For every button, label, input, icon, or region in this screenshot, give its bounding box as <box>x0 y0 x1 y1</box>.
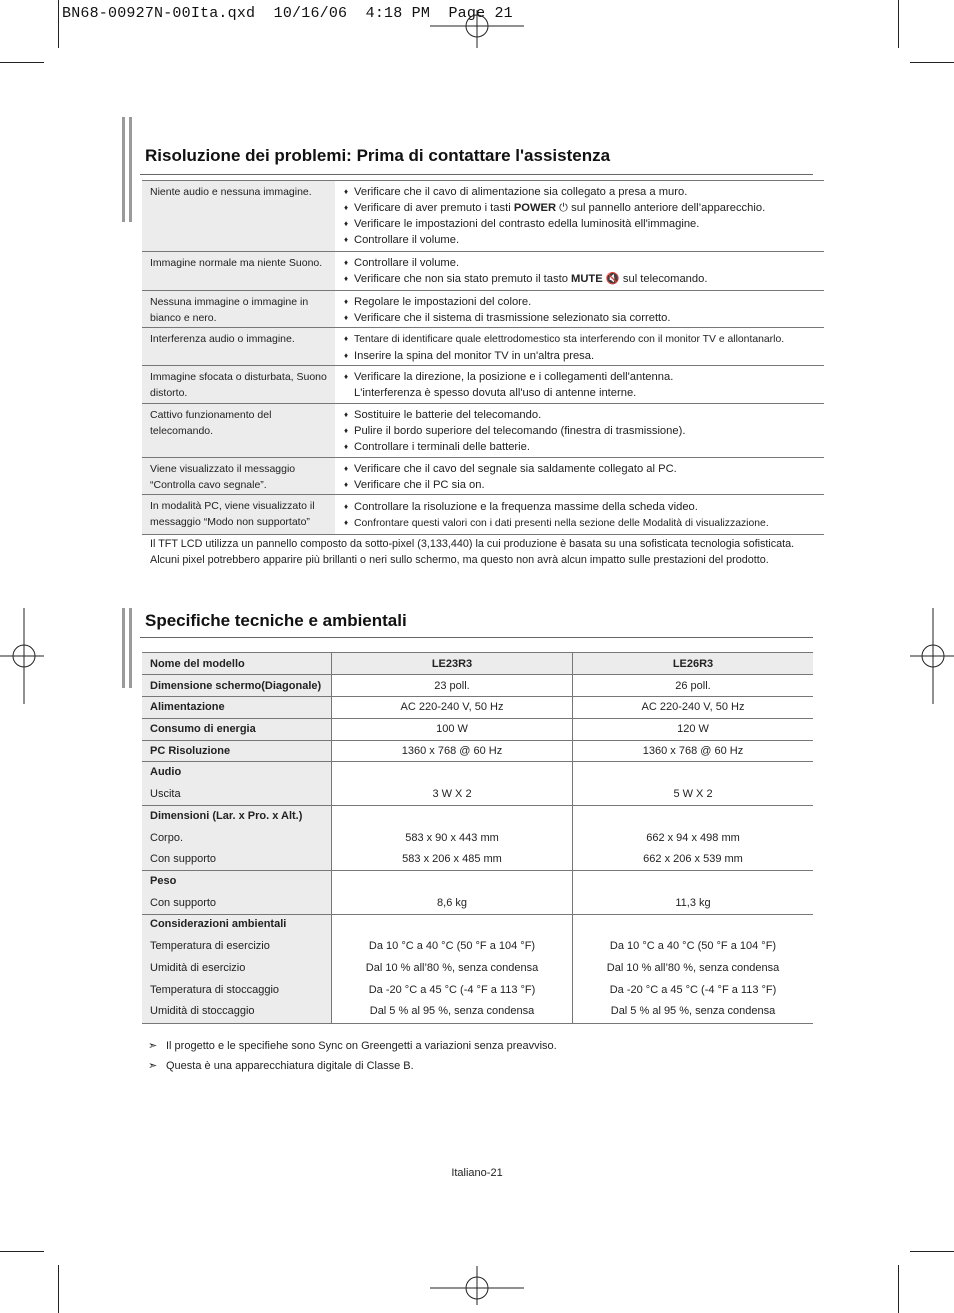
spec-header-row <box>142 653 813 675</box>
solution: Pulire il bordo superiore del telecomando (finestra di trasmissione). <box>354 425 686 437</box>
solution: Verificare che il cavo di alimentazione sia collegato a presa a muro. <box>354 186 688 198</box>
spec-value: 23 poll. <box>434 680 470 692</box>
trouble-row <box>142 328 824 366</box>
spec-label: Temperatura di esercizio <box>150 940 270 952</box>
solution: Controllare il volume. <box>354 234 460 246</box>
spec-value: 100 W <box>436 723 468 735</box>
spec-value: 583 x 206 x 485 mm <box>402 853 502 865</box>
spec-value: 5 W X 2 <box>673 788 713 800</box>
spec-value: Dal 5 % al 95 %, senza condensa <box>610 1005 776 1017</box>
model-le23r3: LE23R3 <box>431 658 473 670</box>
trouble-row <box>142 291 824 328</box>
spec-label: Corpo. <box>150 832 184 844</box>
group-heading: Considerazioni ambientali <box>150 918 287 930</box>
solution-list: ♦ Tentare di identificare quale elettrodomestico sta interferendo con il monitor TV e allontanarlo. ♦ Inserire la spina del monitor TV in un'altra presa. <box>344 334 785 362</box>
trouble-row <box>142 458 824 495</box>
spec-label: Temperatura di stoccaggio <box>150 984 280 996</box>
spec-value: 662 x 206 x 539 mm <box>643 853 743 865</box>
solution: Verificare la direzione, la posizione e i collegamenti dell'antenna. <box>354 371 674 383</box>
spec-value: AC 220-240 V, 50 Hz <box>400 701 504 713</box>
group-heading: Peso <box>150 875 177 887</box>
spec-value: Da -20 °C a 45 °C (-4 °F a 113 °F) <box>609 984 777 996</box>
spec-row <box>142 675 813 697</box>
solution-list: ♦ Regolare le impostazioni del colore. ♦ Verificare che il sistema di trasmissione selezionato sia corretto. <box>344 296 671 324</box>
group-heading: Audio <box>150 766 182 778</box>
spec-value: 662 x 94 x 498 mm <box>646 832 740 844</box>
solution: Verificare che il PC sia on. <box>354 479 485 491</box>
spec-value: 1360 x 768 @ 60 Hz <box>642 745 744 757</box>
spec-value: 8,6 kg <box>437 897 467 909</box>
solution: Verificare le impostazioni del contrasto edella luminosità ell'immagine. <box>354 218 700 230</box>
section-bar <box>129 117 132 222</box>
spec-label: Con supporto <box>150 853 217 865</box>
spec-group-audio <box>142 762 813 806</box>
trouble-row <box>142 366 824 404</box>
spec-row <box>142 719 813 741</box>
spec-label: Con supporto <box>150 897 217 909</box>
spec-value: 26 poll. <box>675 680 711 692</box>
spec-label: Umidità di esercizio <box>150 962 246 974</box>
title-rule <box>140 637 813 638</box>
spec-row <box>142 697 813 719</box>
trouble-row <box>142 181 824 252</box>
spec-value: 583 x 90 x 443 mm <box>405 832 499 844</box>
spec-value: Dal 10 % all’80 %, senza condensa <box>365 962 539 974</box>
title-rule <box>140 174 813 175</box>
spec-label: Uscita <box>150 788 181 800</box>
solution-list: ♦ Sostituire le batterie del telecomando. ♦ Pulire il bordo superiore del telecomando (finestra di trasmissione). ♦ Controllare i terminali delle batterie. <box>344 409 686 453</box>
solution-list: ♦ Controllare la risoluzione e la frequenza massime della scheda video. ♦ Confrontare questi valori con i dati presenti nella sezione delle Modalità di visualizzazione. <box>344 501 769 529</box>
model-le26r3: LE26R3 <box>672 658 714 670</box>
solution: Regolare le impostazioni del colore. <box>354 296 532 308</box>
solution-list: ♦ Verificare che il cavo del segnale sia saldamente collegato al PC. ♦ Verificare che il PC sia on. <box>344 463 677 491</box>
spec-value: Dal 10 % all’80 %, senza condensa <box>606 962 780 974</box>
spec-value: 120 W <box>677 723 709 735</box>
solution: Controllare il volume. <box>354 257 460 269</box>
problem-label: In modalità PC, viene visualizzato il messaggio “Modo non supportato” <box>142 495 335 534</box>
lcd-note: Il TFT LCD utilizza un pannello composto da sotto-pixel (3,133,440) la cui produzione è basata su una sofisticata tecnologia sofisticata. Alcuni pixel potrebbero apparire più brillanti o neri sullo schermo, ma questo non avrà alcun impatto sulle prestazioni del prodotto. <box>150 538 795 566</box>
spec-row <box>142 741 813 762</box>
section-bar <box>122 608 125 688</box>
solution: Controllare i terminali delle batterie. <box>354 441 530 453</box>
problem-label: Viene visualizzato il messaggio “Controlla cavo segnale”. <box>142 458 335 494</box>
solution: Tentare di identificare quale elettrodomestico sta interferendo con il monitor TV e allontanarlo. <box>354 334 785 345</box>
solution: Verificare che il cavo del segnale sia saldamente collegato al PC. <box>354 463 677 475</box>
solution-list: ♦ Controllare il volume. ♦ Verificare che non sia stato premuto il tasto MUTE 🔇 sul telecomando. <box>344 257 708 285</box>
arrow-icon: ➣ <box>148 1040 158 1052</box>
spec-value: Da 10 °C a 40 °C (50 °F a 104 °F) <box>609 940 777 952</box>
spec-value: Dal 5 % al 95 %, senza condensa <box>369 1005 535 1017</box>
spec-group-environment <box>142 915 813 1024</box>
solution-list: ♦ Verificare la direzione, la posizione e i collegamenti dell'antenna. L'interferenza è spesso dovuta all'uso di antenne interne. <box>344 371 674 399</box>
spec-group-dimensions <box>142 806 813 871</box>
solution: Verificare che il sistema di trasmissione selezionato sia corretto. <box>354 312 671 324</box>
spec-label: Umidità di stoccaggio <box>150 1005 255 1017</box>
solution: Verificare che non sia stato premuto il tasto MUTE 🔇 sul telecomando. <box>354 273 708 285</box>
model-name-label: Nome del modello <box>150 658 245 670</box>
trouble-row <box>142 495 824 535</box>
solution: Controllare la risoluzione e la frequenza massime della scheda video. <box>354 501 698 513</box>
footnote: ➣ Il progetto e le specifiehe sono Sync on Greengetti a variazioni senza preavviso. <box>148 1040 557 1052</box>
group-heading: Dimensioni (Lar. x Pro. x Alt.) <box>150 810 303 822</box>
section-bar <box>129 608 132 688</box>
problem-label: Cattivo funzionamento del telecomando. <box>142 404 335 457</box>
arrow-icon: ➣ <box>148 1060 158 1072</box>
problem-label: Immagine normale ma niente Suono. <box>142 252 335 290</box>
footnote: ➣ Questa è una apparecchiatura digitale di Classe B. <box>148 1060 414 1072</box>
section-title: Risoluzione dei problemi: Prima di contattare l'assistenza <box>145 146 611 165</box>
page-number: Italiano-21 <box>451 1167 503 1179</box>
problem-label: Immagine sfocata o disturbata, Suono distorto. <box>142 366 335 403</box>
section-bar <box>122 117 125 222</box>
solution: Confrontare questi valori con i dati presenti nella sezione delle Modalità di visualizzazione. <box>354 518 769 529</box>
spec-value: 11,3 kg <box>675 897 711 909</box>
spec-value: 3 W X 2 <box>432 788 472 800</box>
spec-value: Da 10 °C a 40 °C (50 °F a 104 °F) <box>368 940 536 952</box>
spec-label: Alimentazione <box>150 701 225 713</box>
spec-value: AC 220-240 V, 50 Hz <box>641 701 745 713</box>
solution: L'interferenza è spesso dovuta all'uso di antenne interne. <box>354 387 637 399</box>
spec-group-weight <box>142 871 813 915</box>
spec-label: Consumo di energia <box>150 723 256 735</box>
solution: Inserire la spina del monitor TV in un'altra presa. <box>354 350 595 362</box>
solution-list: ♦ Verificare che il cavo di alimentazione sia collegato a presa a muro. ♦ Verificare di aver premuto i tasti POWER ⏻ sul pannello anteriore dell’apparecchio. ♦ Verificare le impostazioni del contrasto edella luminosità ell'immagine. ♦ Controllare il volume. <box>344 186 766 246</box>
problem-label: Interferenza audio o immagine. <box>142 328 335 365</box>
spec-value: Da -20 °C a 45 °C (-4 °F a 113 °F) <box>368 984 536 996</box>
problem-label: Nessuna immagine o immagine in bianco e nero. <box>142 291 335 327</box>
spec-label: Dimensione schermo(Diagonale) <box>150 680 322 692</box>
section-title: Specifiche tecniche e ambientali <box>145 611 407 630</box>
spec-value: 1360 x 768 @ 60 Hz <box>401 745 503 757</box>
trouble-row <box>142 404 824 458</box>
problem-label: Niente audio e nessuna immagine. <box>142 181 335 251</box>
trouble-row <box>142 252 824 291</box>
file-header: BN68-00927N-00Ita.qxd 10/16/06 4:18 PM Page 21 <box>62 5 513 22</box>
solution: Verificare di aver premuto i tasti POWER ⏻ sul pannello anteriore dell’apparecchio. <box>354 202 766 214</box>
solution: Sostituire le batterie del telecomando. <box>354 409 542 421</box>
spec-label: PC Risoluzione <box>150 745 231 757</box>
